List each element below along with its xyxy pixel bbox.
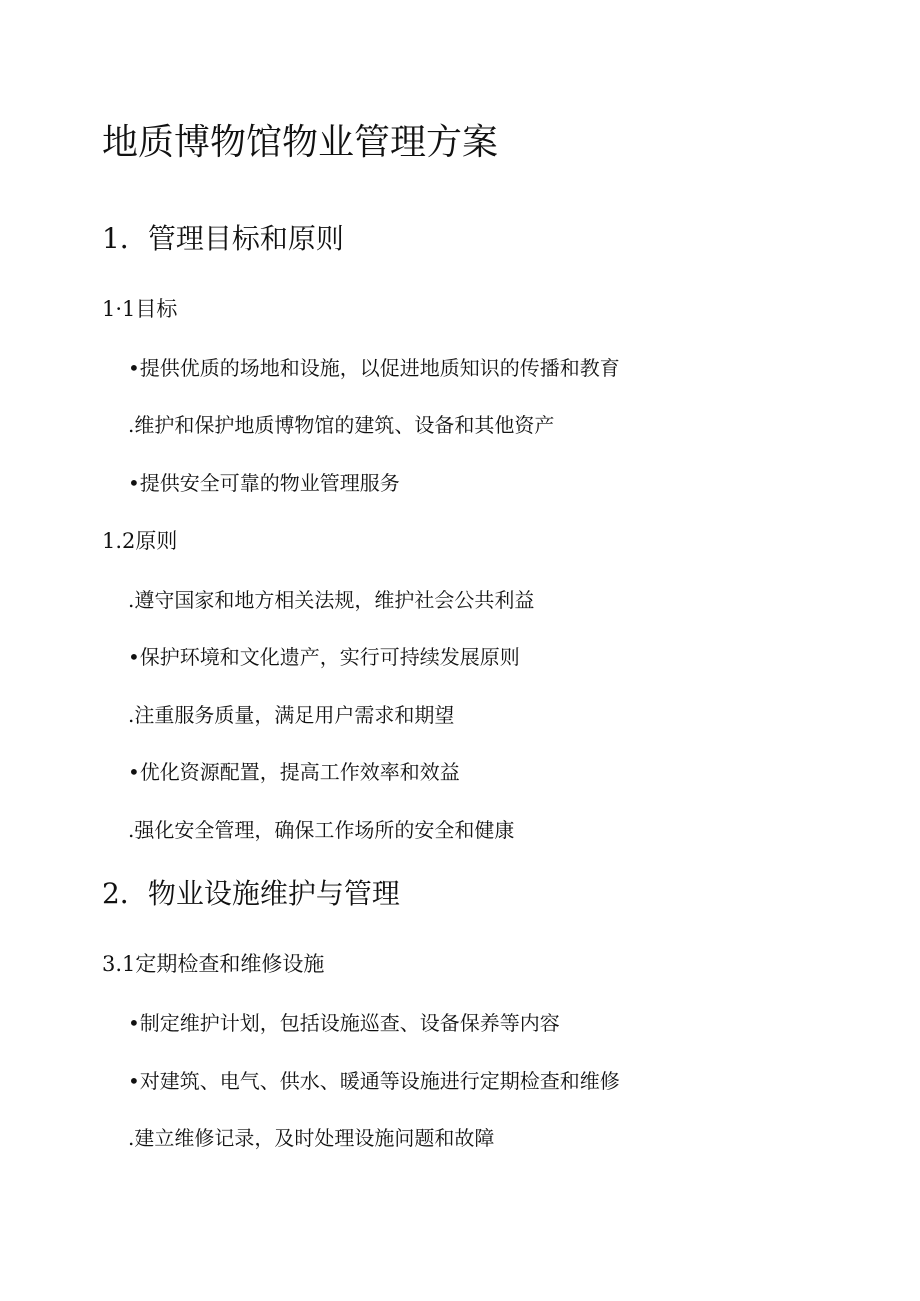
- list-item: .维护和保护地质博物馆的建筑、设备和其他资产: [128, 413, 555, 437]
- list-item: .强化安全管理，确保工作场所的安全和健康: [128, 818, 515, 842]
- section-heading-2: 2．物业设施维护与管理: [102, 877, 400, 910]
- list-item: •保护环境和文化遗产，实行可持续发展原则: [128, 645, 520, 669]
- section-heading-1: 1．管理目标和原则: [102, 222, 344, 255]
- subsection-heading-1-2: 1.2原则: [102, 529, 178, 553]
- list-item: .遵守国家和地方相关法规，维护社会公共利益: [128, 588, 535, 612]
- subsection-heading-1-1: 1·1目标: [102, 297, 178, 321]
- list-item: •提供优质的场地和设施，以促进地质知识的传播和教育: [128, 356, 620, 380]
- list-item: .建立维修记录，及时处理设施问题和故障: [128, 1126, 495, 1150]
- list-item: •优化资源配置，提高工作效率和效益: [128, 760, 460, 784]
- list-item: .注重服务质量，满足用户需求和期望: [128, 703, 455, 727]
- subsection-heading-3-1: 3.1定期检查和维修设施: [102, 952, 325, 976]
- list-item: •提供安全可靠的物业管理服务: [128, 471, 400, 495]
- document-title: 地质博物馆物业管理方案: [102, 122, 499, 163]
- list-item: •制定维护计划，包括设施巡查、设备保养等内容: [128, 1011, 560, 1035]
- list-item: •对建筑、电气、供水、暖通等设施进行定期检查和维修: [128, 1069, 620, 1093]
